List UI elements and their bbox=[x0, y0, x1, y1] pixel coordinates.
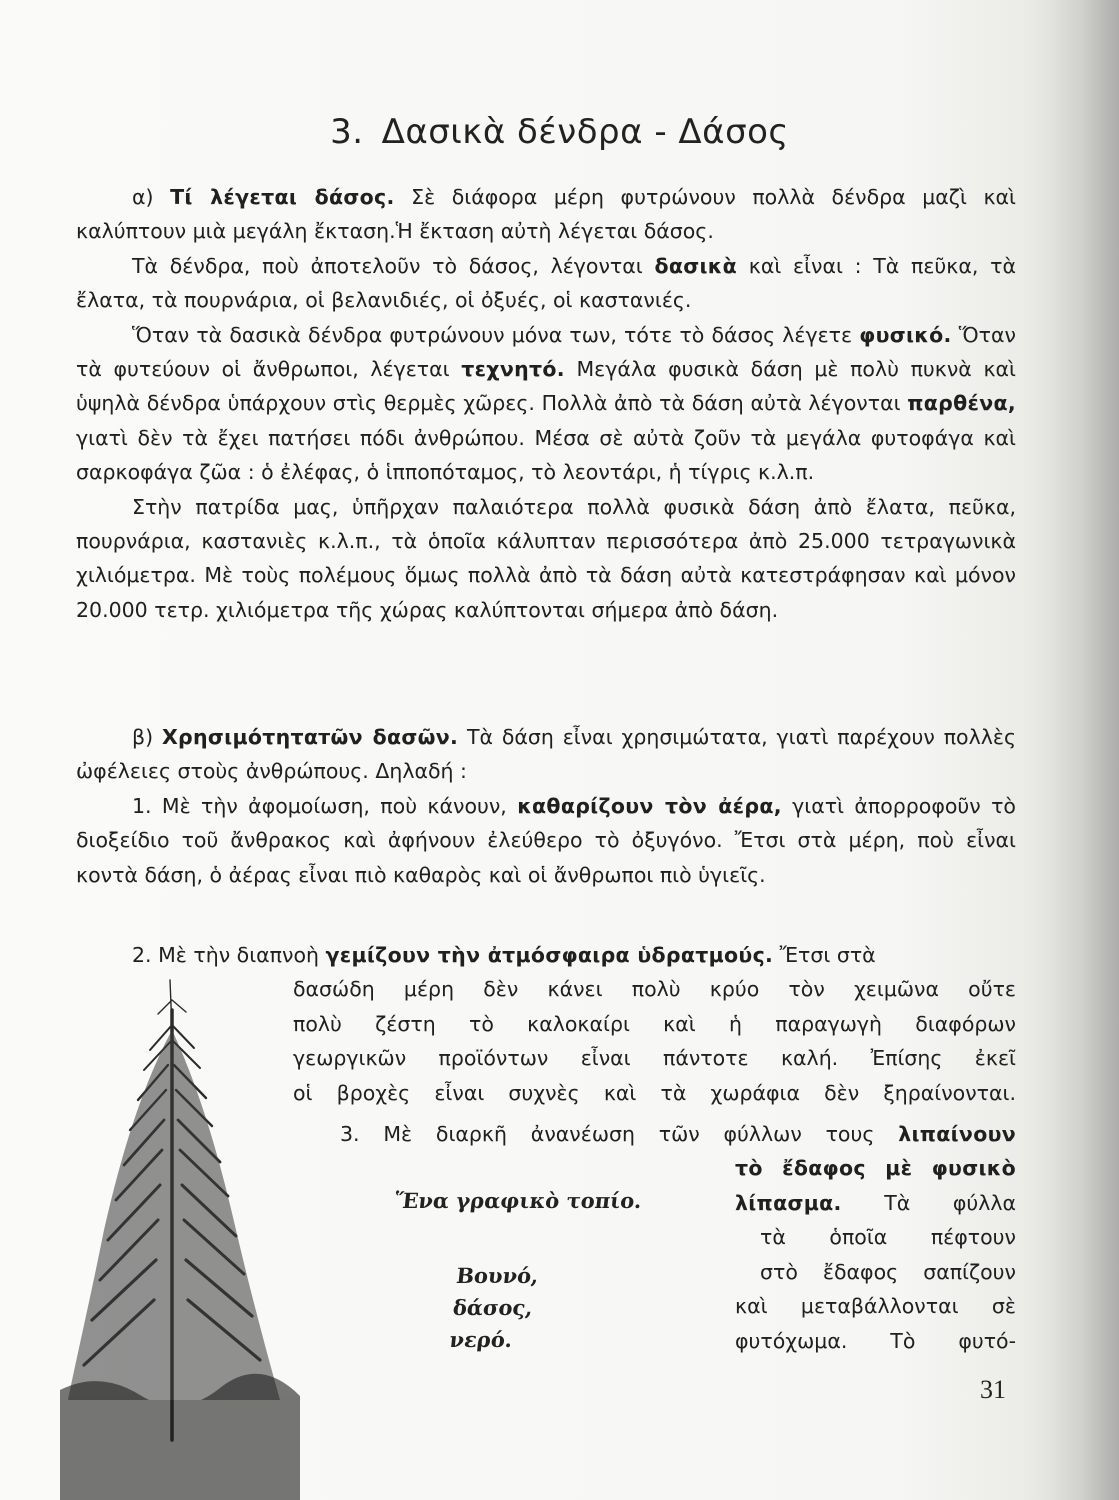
list-item-3-column-2 bbox=[760, 1220, 1016, 1289]
list-item-3-bold-b: λίπασμα. bbox=[735, 1190, 842, 1215]
list-item-2-wrapped bbox=[293, 972, 1016, 1110]
section-a-paragraph-3 bbox=[76, 318, 1016, 490]
list-item-2-line-5: οἱ βροχὲς εἶναι συχνὲς καὶ τὰ χωράφια δὲν ξηραίνονται. bbox=[293, 1080, 1016, 1105]
list-item-3-line-2: τὸ ἔδαφος μὲ φυσικὸ bbox=[735, 1156, 1016, 1180]
section-a-paragraph-1 bbox=[76, 180, 1016, 249]
list-item-1 bbox=[76, 789, 1016, 892]
section-b-marker: β) bbox=[132, 725, 154, 749]
section-a-heading: Τί λέγεται δάσος. bbox=[170, 185, 395, 209]
section-a-text-3b: Ὅταν τὰ φυτεύουν οἱ ἄνθρωποι, λέγεται bbox=[76, 322, 1016, 382]
section-a-text-3c: Μεγάλα φυσικὰ δάση μὲ πολὺ πυκνὰ καὶ ὑψηλὰ δένδρα ὑπάρχουν στὶς θερμὲς χῶρες. Πολλὰ ἀπὸ τὰ δάση αὐτὰ λέγονται bbox=[76, 357, 1016, 416]
list-item-1-bold: καθαρίζουν τὸν ἀέρα, bbox=[517, 793, 782, 818]
list-item-2-text-a: 2. Μὲ τὴν διαπνοὴ bbox=[132, 943, 319, 967]
list-item-2-text-b: Ἔτσι στὰ bbox=[779, 943, 876, 967]
list-item-2-line-4: γεωργικῶν προϊόντων εἶναι πάντοτε καλή. Ἐπίσης ἐκεῖ bbox=[293, 1046, 1016, 1070]
list-item-3-line-5: στὸ ἔδαφος σαπίζουν bbox=[760, 1259, 1016, 1284]
illustration-verse bbox=[448, 1260, 540, 1356]
list-item-2-line-1 bbox=[76, 938, 1016, 972]
section-a-text-1: Σὲ διάφορα μέρη φυτρώνουν πολλὰ δένδρα μαζὶ καὶ καλύπτουν μιὰ μεγάλη ἔκταση.Ἡ ἔκταση αὐτὴ λέγεται δάσος. bbox=[76, 185, 1016, 244]
list-item-3-text-a: 3. Μὲ διαρκῆ ἀνανέωση τῶν φύλλων τους bbox=[340, 1122, 875, 1146]
section-a-text-2a: Τὰ δένδρα, ποὺ ἀποτελοῦν τὸ δάσος, λέγονται bbox=[132, 253, 643, 278]
list-item-3-column bbox=[735, 1151, 1016, 1220]
chapter-title-text: Δασικὰ δένδρα - Δάσος bbox=[381, 112, 789, 152]
list-item-3-line-4: τὰ ὁποῖα πέφτουν bbox=[760, 1225, 1016, 1249]
section-b-heading: Χρησιμότηταтῶν δασῶν. bbox=[161, 725, 459, 749]
list-item-3-bold-a: λιπαίνουν bbox=[898, 1122, 1016, 1146]
section-a-text-3a: Ὅταν τὰ δασικὰ δένδρα φυτρώνουν μόνα των, τότε τὸ δάσος λέγετε bbox=[132, 322, 853, 347]
list-item-1-text-b: γιατὶ ἀπορροφοῦν τὸ διοξείδιο τοῦ ἄνθρακος καὶ ἀφήνουν ἐλεύθερο τὸ ὀξυγόνο. Ἔτσι στὰ μέρη, ποὺ εἶναι κοντὰ δάση, ὁ ἀέρας εἶναι πιὸ καθαρὸς καὶ οἱ ἄνθρωποι πιὸ ὑγιεῖς. bbox=[76, 793, 1016, 887]
section-a-text-3d: γιατὶ δὲν τὰ ἔχει πατήσει πόδι ἀνθρώπου. Μέσα σὲ αὐτὰ ζοῦν τὰ μεγάλα φυτοφάγα καὶ σαρκοφάγα ζῶα : ὁ ἐλέφας, ὁ ἱπποπόταμος, τὸ λεοντάρι, ἡ τίγρις κ.λ.π. bbox=[76, 425, 1016, 485]
list-item-2-bold: γεμίζουν τὴν ἀτμόσφαιρα ὑδρατμούς. bbox=[325, 943, 774, 967]
chapter-number: 3. bbox=[330, 112, 364, 152]
section-a-paragraph-2 bbox=[76, 249, 1016, 318]
page-number: 31 bbox=[980, 1375, 1006, 1404]
section-a-paragraph-4: Στὴν πατρίδα μας, ὑπῆρχαν παλαιότερα πολλὰ φυσικὰ δάση ἀπὸ ἔλατα, πεῦκα, πουρνάρια, καστανιὲς κ.λ.π., τὰ ὁποῖα κάλυπταν περισσότερα ἀπὸ 25.000 τετραγωνικὰ χιλιόμετρα. Μὲ τοὺς πολέμους ὅμως πολλὰ ἀπὸ τὰ δάση αὐτὰ κατεστράφησαν καὶ μόνον 20.000 τετρ. χιλιόμετρα τῆς χώρας καλύπτονται σήμερα ἀπὸ δάση. bbox=[76, 494, 1016, 622]
list-item-3-line-6: καὶ μεταβάλλονται σὲ bbox=[735, 1294, 1016, 1318]
chapter-title bbox=[0, 112, 1119, 152]
section-a-bold-parthena: παρθένα, bbox=[907, 391, 1016, 416]
section-a-bold-dasika: δασικὰ bbox=[654, 253, 738, 278]
list-item-3-column-3 bbox=[735, 1289, 1016, 1358]
list-item-2-line-3: πολὺ ζέστη τὸ καλοκαίρι καὶ ἡ παραγωγὴ διαφόρων bbox=[293, 1011, 1016, 1036]
verse-line-3: νερό. bbox=[448, 1327, 514, 1352]
list-item-3-line-7: φυτόχωμα. Τὸ φυτό- bbox=[735, 1328, 1016, 1353]
page-edge-shadow bbox=[1024, 0, 1119, 1500]
list-item-3-text-b: Τὰ φύλλα bbox=[884, 1190, 1016, 1215]
fir-tree-illustration bbox=[60, 970, 300, 1500]
list-item-3-line-3 bbox=[735, 1186, 1016, 1221]
illustration-caption: Ἕνα γραφικὸ τοπίο. bbox=[393, 1188, 644, 1213]
list-item-2-line-2: δασώδη μέρη δὲν κάνει πολὺ κρύο τὸν χειμῶνα οὔτε bbox=[293, 977, 1016, 1001]
list-item-1-text-a: 1. Μὲ τὴν ἀφομοίωση, ποὺ κάνουν, bbox=[132, 793, 507, 818]
list-item-3-line-1 bbox=[340, 1117, 1016, 1152]
section-a-text-2b: καὶ εἶναι : Τὰ πεῦκα, τὰ ἔλατα, τὰ πουρνάρια, οἱ βελανιδιές, οἱ ὀξυές, οἱ καστανιές. bbox=[76, 253, 1016, 313]
verse-line-2: δάσος, bbox=[451, 1295, 535, 1320]
verse-line-1: Βουνό, bbox=[455, 1263, 540, 1288]
section-a-bold-fysiko: φυσικό. bbox=[859, 322, 952, 347]
list-item-2-first-line bbox=[76, 938, 1016, 972]
section-b bbox=[76, 720, 1016, 892]
list-item-3-first-line bbox=[340, 1117, 1016, 1152]
section-b-intro bbox=[76, 720, 1016, 789]
section-a bbox=[76, 180, 1016, 627]
section-a-marker: α) bbox=[132, 185, 154, 209]
section-b-intro-text: Τὰ δάση εἶναι χρησιμώτατα, γιατὶ παρέχουν πολλὲς ὠφέλειες στοὺς ἀνθρώπους. Δηλαδή : bbox=[76, 725, 1016, 784]
section-a-bold-texnito: τεχνητό. bbox=[461, 357, 565, 382]
